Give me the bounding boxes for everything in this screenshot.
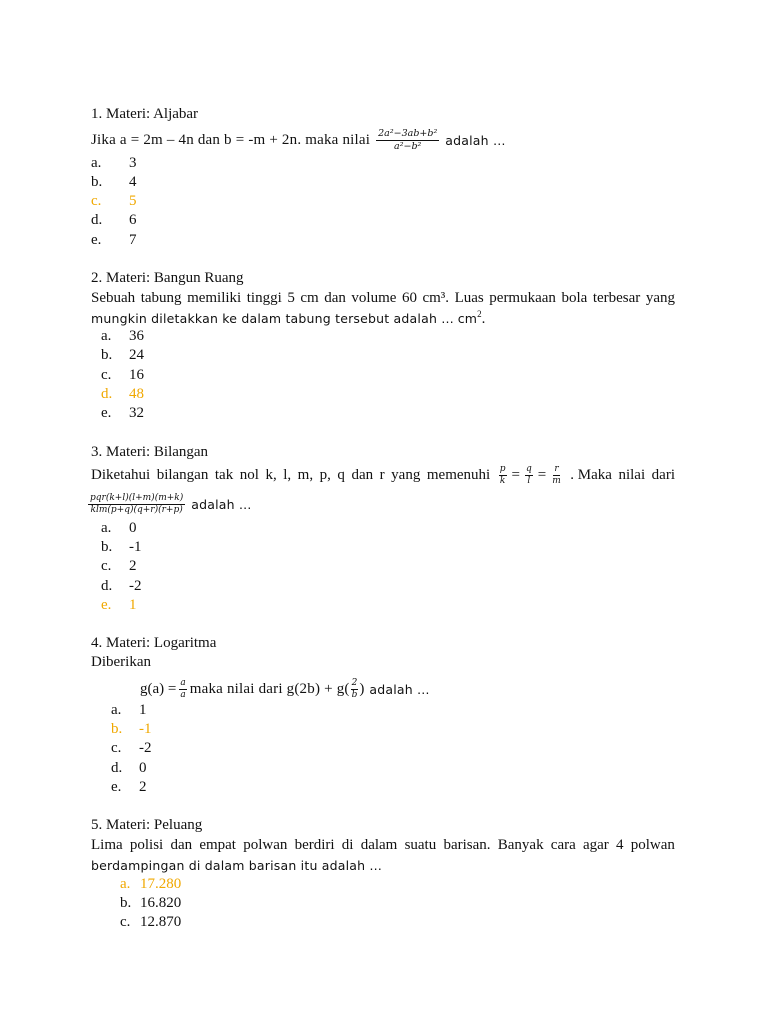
option-value: 36 bbox=[129, 328, 144, 344]
option-value: 48 bbox=[129, 386, 144, 402]
word: suatu bbox=[404, 837, 437, 853]
option-value: 5 bbox=[129, 193, 137, 209]
option-label: d. bbox=[101, 578, 113, 594]
option-value: 24 bbox=[129, 347, 144, 363]
word: permukaan bbox=[489, 290, 556, 306]
numerator: 2 bbox=[351, 677, 358, 688]
equals-sign: = bbox=[537, 466, 547, 483]
q4-formula-mid: maka nilai dari g(2b) + g( bbox=[189, 680, 350, 697]
denominator: l bbox=[527, 475, 531, 486]
option-label: a. bbox=[101, 328, 112, 344]
word: q bbox=[337, 466, 345, 483]
word: cm³. bbox=[422, 290, 450, 306]
q3-ratio-equation bbox=[497, 465, 564, 486]
denominator: a bbox=[180, 689, 186, 700]
option-value: 2 bbox=[139, 779, 147, 795]
option-label: e. bbox=[101, 597, 112, 613]
numerator: q bbox=[525, 463, 532, 474]
option-label: b. bbox=[101, 539, 113, 555]
word: yang bbox=[391, 466, 421, 483]
word: dan bbox=[324, 290, 346, 306]
option-label: d. bbox=[101, 386, 113, 402]
option-value: -2 bbox=[139, 740, 152, 756]
q1-fraction bbox=[376, 129, 439, 151]
q4-formula-fraction bbox=[179, 679, 186, 700]
word: . Maka bbox=[570, 466, 612, 483]
q1-stem-text: Jika a = 2m – 4n dan b = -m + 2n. maka nilai bbox=[91, 131, 371, 148]
word: di bbox=[341, 837, 354, 853]
q2-stem-end: . bbox=[481, 311, 486, 327]
word: Diketahui bbox=[91, 466, 151, 483]
option-label: c. bbox=[111, 740, 122, 756]
option-value: 6 bbox=[129, 212, 137, 228]
option-value: 0 bbox=[139, 760, 147, 776]
denominator: b bbox=[351, 689, 358, 700]
q2-unit: cm bbox=[457, 311, 478, 326]
word: Luas bbox=[454, 290, 484, 306]
q3-expression bbox=[88, 494, 185, 515]
option-label: a. bbox=[91, 155, 102, 171]
word: dan bbox=[351, 466, 374, 483]
option-label: b. bbox=[111, 721, 123, 737]
option-value: -1 bbox=[129, 539, 142, 555]
word: empat bbox=[199, 837, 236, 853]
option-value: 1 bbox=[139, 702, 147, 718]
word: polwan bbox=[243, 837, 288, 853]
word: 5 bbox=[287, 290, 295, 306]
word: volume bbox=[351, 290, 397, 306]
q3-ratio-3 bbox=[551, 465, 562, 486]
equals-sign: = bbox=[511, 466, 520, 483]
q3-stem-line1 bbox=[91, 461, 675, 489]
q1-fraction-denominator: a²−b² bbox=[394, 140, 422, 152]
q1-heading: 1. Materi: Aljabar bbox=[91, 106, 199, 122]
denominator: m bbox=[552, 475, 561, 486]
q1-fraction-numerator: 2a²−3ab+b² bbox=[378, 128, 438, 139]
option-value: 7 bbox=[129, 232, 137, 248]
option-value: -2 bbox=[129, 578, 142, 594]
word: berdiri bbox=[294, 837, 335, 853]
word: polisi bbox=[129, 837, 164, 853]
option-label: c. bbox=[91, 193, 102, 209]
word: barisan. bbox=[443, 837, 491, 853]
option-value: 4 bbox=[129, 174, 137, 190]
option-value: 16.820 bbox=[140, 895, 182, 911]
word: bola bbox=[561, 290, 588, 306]
word: agar bbox=[582, 837, 609, 853]
option-value: 2 bbox=[129, 558, 137, 574]
q4-formula-fraction-2 bbox=[351, 679, 359, 700]
option-label: c. bbox=[120, 914, 131, 930]
option-label: e. bbox=[101, 405, 112, 421]
q3-stem-end: adalah … bbox=[191, 496, 252, 512]
q4-heading: 4. Materi: Logaritma bbox=[91, 635, 217, 651]
q2-stem-text: mungkin diletakkan ke dalam tabung tersebut adalah … bbox=[91, 311, 454, 326]
word: dalam bbox=[360, 837, 398, 853]
option-value: 3 bbox=[129, 155, 137, 171]
q3-expression-numerator: pqr(k+l)(l+m)(m+k) bbox=[90, 492, 184, 503]
q4-formula-close: ) bbox=[359, 680, 365, 697]
q2-heading: 2. Materi: Bangun Ruang bbox=[91, 270, 244, 286]
word: k, bbox=[265, 466, 277, 483]
denominator: k bbox=[499, 475, 506, 486]
option-label: e. bbox=[91, 232, 102, 248]
word: Sebuah bbox=[91, 290, 136, 306]
q1-stem-end: adalah … bbox=[445, 132, 506, 148]
q3-expression-denominator: klm(p+q)(q+r)(r+p) bbox=[90, 504, 183, 515]
option-label: d. bbox=[111, 760, 123, 776]
word: nol bbox=[239, 466, 259, 483]
option-value: -1 bbox=[139, 721, 152, 737]
option-label: b. bbox=[101, 347, 113, 363]
q4-formula-lhs: g(a) = bbox=[140, 680, 177, 697]
word: terbesar bbox=[592, 290, 641, 306]
q2-unit-exponent: 2 bbox=[477, 309, 482, 319]
q2-stem-line1 bbox=[91, 289, 675, 308]
q3-ratio-2 bbox=[525, 465, 533, 486]
option-value: 1 bbox=[129, 597, 137, 613]
option-value: 17.280 bbox=[140, 876, 182, 892]
word: tak bbox=[214, 466, 234, 483]
word: m, bbox=[297, 466, 314, 483]
option-label: a. bbox=[111, 702, 122, 718]
word: memiliki bbox=[187, 290, 242, 306]
word: polwan bbox=[630, 837, 675, 853]
option-label: a. bbox=[120, 876, 131, 892]
option-value: 12.870 bbox=[140, 914, 182, 930]
option-label: c. bbox=[101, 558, 112, 574]
word: memenuhi bbox=[426, 466, 491, 483]
q3-stem-line2 bbox=[88, 489, 252, 519]
numerator: a bbox=[180, 677, 186, 688]
option-label: a. bbox=[101, 520, 112, 536]
option-label: d. bbox=[91, 212, 103, 228]
word: nilai bbox=[618, 466, 646, 483]
word: p, bbox=[319, 466, 331, 483]
word: dari bbox=[651, 466, 675, 483]
word: tabung bbox=[140, 290, 182, 306]
q2-stem-line2 bbox=[91, 309, 485, 329]
option-value: 32 bbox=[129, 405, 144, 421]
word: 60 bbox=[401, 290, 417, 306]
word: yang bbox=[645, 290, 675, 306]
word: cm bbox=[300, 290, 319, 306]
q1-stem bbox=[91, 126, 506, 154]
option-label: c. bbox=[101, 367, 112, 383]
word: l, bbox=[283, 466, 292, 483]
numerator: r bbox=[554, 463, 559, 474]
word: r bbox=[379, 466, 385, 483]
q4-formula-end: adalah … bbox=[369, 681, 430, 697]
q3-ratio-1 bbox=[499, 465, 507, 486]
q4-formula bbox=[140, 674, 430, 704]
q5-stem-line2: berdampingan di dalam barisan itu adalah … bbox=[91, 858, 383, 873]
option-label: e. bbox=[111, 779, 122, 795]
option-label: b. bbox=[120, 895, 132, 911]
word: 4 bbox=[616, 837, 624, 853]
option-value: 0 bbox=[129, 520, 137, 536]
word: dan bbox=[170, 837, 193, 853]
q5-heading: 5. Materi: Peluang bbox=[91, 817, 203, 833]
word: Banyak bbox=[497, 837, 544, 853]
word: cara bbox=[550, 837, 576, 853]
q3-heading: 3. Materi: Bilangan bbox=[91, 444, 209, 460]
q5-stem-line1 bbox=[91, 836, 675, 855]
numerator: p bbox=[499, 463, 506, 474]
option-label: b. bbox=[91, 174, 103, 190]
word: tinggi bbox=[246, 290, 282, 306]
word: Lima bbox=[91, 837, 123, 853]
q4-intro: Diberikan bbox=[91, 654, 151, 670]
word: bilangan bbox=[156, 466, 209, 483]
option-value: 16 bbox=[129, 367, 144, 383]
